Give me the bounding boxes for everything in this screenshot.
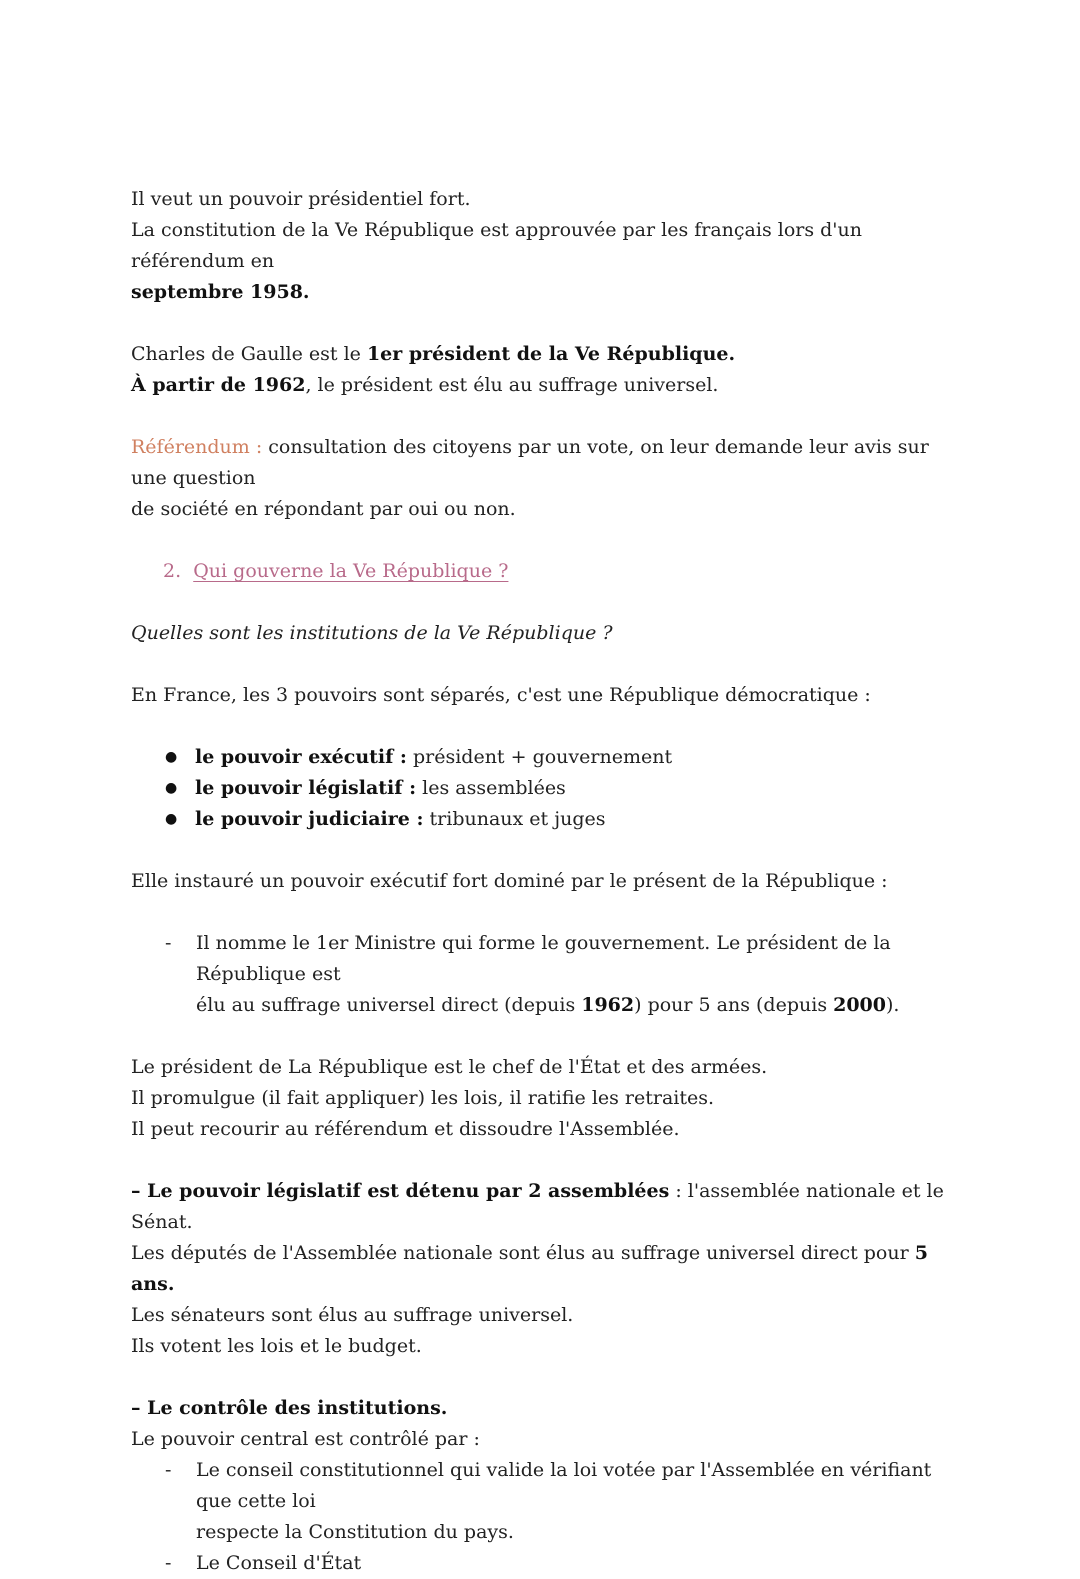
paragraph: La constitution de la Ve République est approuvée par les français lors d'un référendum en <box>131 219 862 272</box>
paragraph: Il veut un pouvoir présidentiel fort. <box>131 188 471 210</box>
paragraph: Les sénateurs sont élus au suffrage universel. <box>131 1304 574 1326</box>
document-body <box>131 184 961 1579</box>
paragraph: Charles de Gaulle est le 1er président de la Ve République. <box>131 343 736 365</box>
list-item: ● le pouvoir exécutif : président + gouvernement <box>165 742 961 773</box>
list-item: - Le Conseil d'État <box>165 1548 961 1579</box>
paragraph: Ils votent les lois et le budget. <box>131 1335 422 1357</box>
section-question: Quelles sont les institutions de la Ve République ? <box>131 622 613 644</box>
paragraph: À partir de 1962, le président est élu au suffrage universel. <box>131 374 719 396</box>
paragraph: Le pouvoir central est contrôlé par : <box>131 1428 480 1450</box>
definition-term: Référendum : <box>131 436 263 458</box>
paragraph: Il peut recourir au référendum et dissoudre l'Assemblée. <box>131 1118 680 1140</box>
list-item: ● le pouvoir judiciaire : tribunaux et juges <box>165 804 961 835</box>
paragraph <box>131 277 961 308</box>
list-item: - Il nomme le 1er Ministre qui forme le gouvernement. Le président de la République est élu au suffrage universel direct (depuis 1962) pour 5 ans (depuis 2000). <box>165 928 961 1021</box>
paragraph: Elle instauré un pouvoir exécutif fort dominé par le présent de la République : <box>131 870 888 892</box>
control-list <box>131 1455 961 1579</box>
paragraph: – Le contrôle des institutions. <box>131 1397 448 1419</box>
definition: Référendum : consultation des citoyens par un vote, on leur demande leur avis sur une question <box>131 436 929 489</box>
paragraph: Il promulgue (il fait appliquer) les lois, il ratifie les retraites. <box>131 1087 715 1109</box>
powers-list <box>131 742 961 835</box>
paragraph: Le président de La République est le chef de l'État et des armées. <box>131 1056 768 1078</box>
definition: de société en répondant par oui ou non. <box>131 498 516 520</box>
paragraph: Les députés de l'Assemblée nationale sont élus au suffrage universel direct pour 5 ans. <box>131 1242 928 1295</box>
paragraph: – Le pouvoir législatif est détenu par 2 assemblées : l'assemblée nationale et le Sénat. <box>131 1180 944 1233</box>
bold-date: septembre 1958. <box>131 281 310 303</box>
list-item: ● le pouvoir législatif : les assemblées <box>165 773 961 804</box>
section-heading: 2. Qui gouverne la Ve République ? <box>163 560 509 582</box>
paragraph: En France, les 3 pouvoirs sont séparés, c'est une République démocratique : <box>131 684 871 706</box>
exec-list <box>131 928 961 1021</box>
list-item: - Le conseil constitutionnel qui valide la loi votée par l'Assemblée en vérifiant que cette loi respecte la Constitution du pays. <box>165 1455 961 1548</box>
